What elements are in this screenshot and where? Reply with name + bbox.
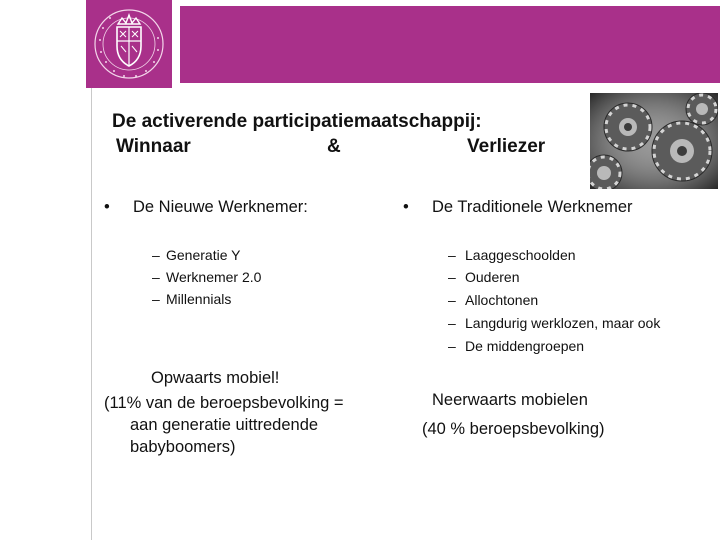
- dash-marker: –: [448, 338, 456, 354]
- dash-marker: –: [152, 269, 160, 285]
- dash-marker: –: [448, 247, 456, 263]
- crest-logo-icon: [86, 0, 172, 88]
- left-item: Generatie Y: [166, 247, 241, 263]
- right-note-line: Neerwaarts mobielen: [432, 391, 588, 409]
- dash-marker: –: [152, 291, 160, 307]
- left-item: Werknemer 2.0: [166, 269, 262, 285]
- left-note-line: (11% van de beroepsbevolking =: [104, 394, 344, 412]
- gears-photo: [590, 93, 718, 189]
- left-note-line: Opwaarts mobiel!: [151, 369, 280, 387]
- header-color-band: [180, 6, 720, 83]
- title-ampersand: &: [327, 136, 341, 157]
- left-item: Millennials: [166, 291, 232, 307]
- logo-box: [86, 0, 172, 88]
- bullet-marker: •: [104, 198, 110, 216]
- dash-marker: –: [448, 315, 456, 331]
- right-item: Langdurig werklozen, maar ook: [465, 315, 661, 331]
- left-rule: [91, 88, 92, 540]
- left-note-line: aan generatie uittredende: [130, 416, 319, 434]
- slide-title: De activerende participatiemaatschappij:: [112, 111, 482, 132]
- left-note-line: babyboomers): [130, 438, 236, 456]
- header-band: [0, 0, 720, 88]
- right-item: Allochtonen: [465, 292, 539, 308]
- right-note-line: (40 % beroepsbevolking): [422, 420, 605, 438]
- right-item: Ouderen: [465, 269, 520, 285]
- right-item: De middengroepen: [465, 338, 585, 354]
- dash-marker: –: [152, 247, 160, 263]
- bullet-marker: •: [403, 198, 409, 216]
- gears-icon: [590, 93, 718, 189]
- title-loser: Verliezer: [467, 136, 546, 157]
- right-bullet: De Traditionele Werknemer: [432, 198, 633, 216]
- dash-marker: –: [448, 269, 456, 285]
- title-winner: Winnaar: [116, 136, 191, 157]
- left-bullet: De Nieuwe Werknemer:: [133, 198, 308, 216]
- dash-marker: –: [448, 292, 456, 308]
- right-item: Laaggeschoolden: [465, 247, 576, 263]
